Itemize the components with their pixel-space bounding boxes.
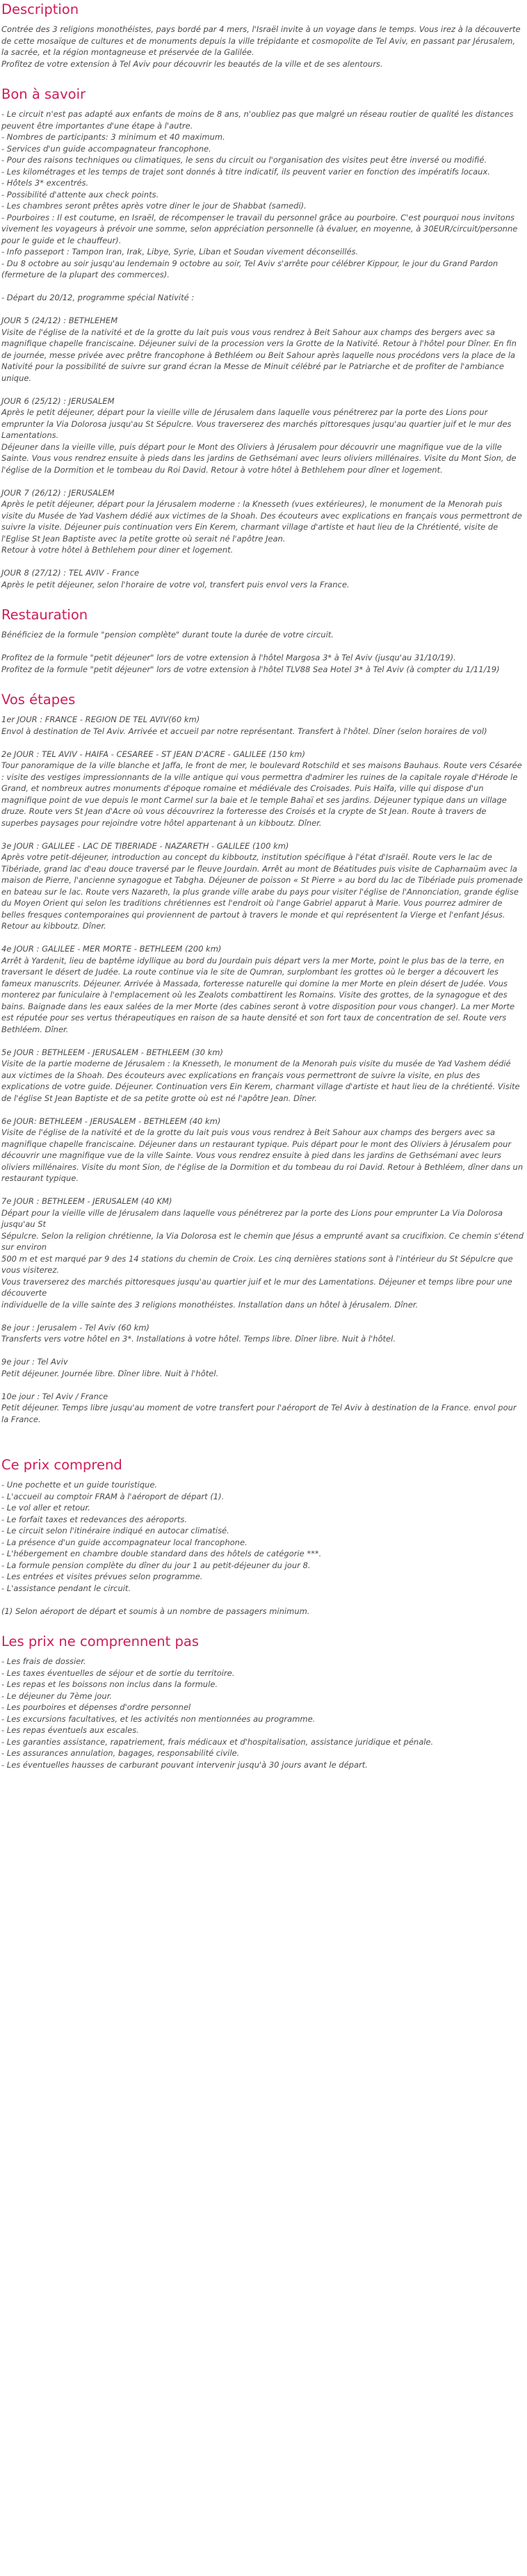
price-includes-section bbox=[1, 1457, 524, 1617]
price-includes-heading: Ce prix comprend bbox=[1, 1457, 122, 1473]
price-excludes-text: - Les frais de dossier. - Les taxes éventuelles de séjour et de sortie du territoire. - Les repas et les boissons non inclus dans la formule. - Le déjeuner du 7ème jour. - Les pourboires et dépenses d'ordre personnel - Les excursions facultatives, et les activités non mentionnées au programme. - Les repas éventuels aux escales. - Les garanties assistance, rapatriement, frais médicaux et d'hospitalisation, assistance juridique et pénale. - Les assurances annulation, bagages, responsabilité civile. - Les éventuelles hausses de carburant pouvant intervenir jusqu'à 30 jours avant le départ. bbox=[1, 1656, 434, 1770]
good-to-know-section bbox=[1, 86, 524, 590]
good-to-know-heading: Bon à savoir bbox=[1, 86, 86, 102]
itinerary-text: 1er JOUR : FRANCE - REGION DE TEL AVIV(60 km) Envol à destination de Tel Aviv. Arrivée et accueil par notre représentant. Transfert à l'hôtel. Dîner (selon horaires de vol) 2e JOUR : TEL AVIV - HAIFA - CESAREE - ST JEAN D'ACRE - GALILEE (150 km) Tour panoramique de la ville blanche et Jaffa, le front de mer, le boulevard Rotschild et ses maisons Bauhaus. Route vers Césarée : visite des vestiges impressionnants de la ville antique qui vous permettra d'admirer les ruines de la capitale royale d'Hérode le Grand, et nombreux autres monuments d'époque romaine et médiévale des Croisades. Puis Haïfa, ville qui dispose d'un magnifique point de vue depuis le mont Carmel sur la baie et le temple Bahaï et ses jardins. Déjeuner typique dans un village druze. Route vers St Jean d'Acre où vous découvrirez la forteresse des Croisés et la crypte de St Jean. Route à travers de superbes paysages pour rejoindre votre hôtel appartenant à un kibboutz. Dîner. 3e JOUR : GALILEE - LAC DE TIBERIADE - NAZARETH - GALILEE (100 km) Après votre petit-déjeuner, introduction au concept du kibboutz, institution spécifique à l'état d'Israël. Route vers le lac de Tibériade, grand lac d'eau douce traversé par le fleuve Jourdain. Arrêt au mont de Béatitudes puis visite de Capharnaüm avec la maison de Pierre, l'ancienne synagogue et Tabgha. Déjeuner de poisson « St Pierre » au bord du lac de Tibériade puis promenade en bateau sur le lac. Route vers Nazareth, la plus grande ville arabe du pays pour visiter l'église de l'Annonciation, grande église du Moyen Orient qui selon les traditions chrétiennes est l'endroit où l'ange Gabriel apparut à Marie. Vous pourrez admirer de belles fresques contemporaines qui proviennent de partout à travers le monde et qui représentent la Vierge et l'enfant Jésus. Retour au kibboutz. Dîner. 4e JOUR : GALILEE - MER MORTE - BETHLEEM (200 km) Arrêt à Yardenit, lieu de baptême idyllique au bord du Jourdain puis départ vers la mer Morte, point le plus bas de la terre, en traversant le désert de Judée. La route continue via le site de Qumran, surplombant les grottes où le berger a découvert les fameux manuscrits. Déjeuner. Arrivée à Massada, forteresse naturelle qui domine la mer Morte en plein désert de Judée. Vous monterez par funiculaire à l'emplacement où les Zealots combattirent les Romains. Visite des grottes, de la synagogue et des bains. Baignade dans les eaux salées de la mer Morte (des cabines seront à votre disposition pour vous changer). La mer Morte est réputée pour ses vertus thérapeutiques en raison de sa haute densité et son fort taux de concentration de sel. Route vers Bethléem. Dîner. 5e JOUR : BETHLEEM - JERUSALEM - BETHLEEM (30 km) Visite de la partie moderne de Jérusalem : la Knesseth, le monument de la Menorah puis visite du musée de Yad Vashem dédié aux victimes de la Shoah. Des écouteurs avec explications en français vous permettront de suivre la visite, en plus des explications de votre guide. Déjeuner. Continuation vers Ein Kerem, charmant village d'artiste et haut lieu de la chrétienté. Visite de l'église St Jean Baptiste et de sa petite grotte où est né l'apôtre Jean. Dîner. 6e JOUR: BETHLEEM - JERUSALEM - BETHLEEM (40 km) Visite de l'église de la nativité et de la grotte du lait puis vous vous rendrez à Beit Sahour aux champs des bergers avec sa magnifique chapelle franciscaine. Déjeuner dans un restaurant typique. Puis départ pour le mont des Oliviers à Jérusalem pour découvrir une magnifique vue de la ville Sainte. Vous vous rendrez ensuite à pied dans les jardins de Gethsémani avec leurs oliviers millénaires. Visite du mont Sion, de l'église de la Dormition et du tombeau du roi David. Retour à Bethléem, dîner dans un restaurant typique. 7e JOUR : BETHLEEM - JERUSALEM (40 KM) Départ pour la vieille ville de Jérusalem dans laquelle vous pénétrerez par la porte des Lions pour emprunter La Via Dolorosa jusqu'au St Sépulcre. Selon la religion chrétienne, la Via Dolorosa est le chemin que Jésus a emprunté avant sa crucifixion. Ce chemin s'étend sur environ 500 m et est marqué par 9 des 14 stations du chemin de Croix. Les cinq dernières stations sont à l'intérieur du St Sépulcre que vous visiterez. Vous traverserez des marchés pittoresques jusqu'au quartier juif et le mur des Lamentations. Déjeuner et temps libre pour une découverte individuelle de la ville sainte des 3 religions monothéistes. Installation dans un hôtel à Jérusalem. Dîner. 8e jour : Jerusalem - Tel Aviv (60 km) Transferts vers votre hôtel en 3*. Installations à votre hôtel. Temps libre. Dîner libre. Nuit à l'hôtel. 9e jour : Tel Aviv Petit déjeuner. Journée libre. Dîner libre. Nuit à l'hôtel. 10e jour : Tel Aviv / France Petit déjeuner. Temps libre jusqu'au moment de votre transfert pour l'aéroport de Tel Aviv à destination de la France. envol pour la France. bbox=[1, 715, 524, 1424]
price-excludes-heading: Les prix ne comprennent pas bbox=[1, 1633, 199, 1649]
good-to-know-text: - Le circuit n'est pas adapté aux enfants de moins de 8 ans, n'oubliez pas que malgré un réseau routier de qualité les distances peuvent être importantes d'une étape à l'autre. - Nombres de participants: 3 minimum et 40 maximum. - Services d'un guide accompagnateur francophone. - Pour des raisons techniques ou climatiques, le sens du circuit ou l'organisation des visites peut être inversé ou modifié. - Les kilométrages et les temps de trajet sont donnés à titre indicatif, ils peuvent varier en fonction des impératifs locaux. - Hôtels 3* excentrés. - Possibilité d'attente aux check points. - Les chambres seront prêtes après votre diner le jour de Shabbat (samedi). - Pourboires : Il est coutume, en Israël, de récompenser le travail du personnel grâce au pourboire. C'est pourquoi nous invitons vivement les voyageurs à prévoir une somme, selon appréciation personnelle (à évaluer, en moyenne, à 30EUR/circuit/personne pour le guide et le chauffeur). - Info passeport : Tampon Iran, Irak, Libye, Syrie, Liban et Soudan vivement déconseillés. - Du 8 octobre au soir jusqu'au lendemain 9 octobre au soir, Tel Aviv s'arrête pour célébrer Kippour, le jour du Grand Pardon (fermeture de la plupart des commerces). - Départ du 20/12, programme spécial Nativité : JOUR 5 (24/12) : BETHLEHEM Visite de l'église de la nativité et de la grotte du lait puis vous vous rendrez à Beit Sahour aux champs des bergers avec sa magnifique chapelle franciscaine. Déjeuner suivi de la procession vers la Grotte de la Nativité. Retour à l'hôtel pour Dîner. En fin de journée, messe privée avec prêtre francophone à Bethléem ou Beit Sahour après laquelle nous procédons vers la place de la Nativité pour la possibilité de suivre sur grand écran la Messe de Minuit célébré par le Patriarche et de profiter de l'ambiance unique. JOUR 6 (25/12) : JERUSALEM Après le petit déjeuner, départ pour la vieille ville de Jérusalem dans laquelle vous pénétrerez par la porte des Lions pour emprunter la Via Dolorosa jusqu'au St Sépulcre. Vous traverserez des marchés pittoresques jusqu'au quartier juif et le mur des Lamentations. Déjeuner dans la vieille ville, puis départ pour le Mont des Oliviers à Jérusalem pour découvrir une magnifique vue de la ville Sainte. Vous vous rendrez ensuite à pieds dans les jardins de Gethsémani avec leurs oliviers millénaires. Visite du Mont Sion, de l'église de la Dormition et le tombeau du Roi David. Retour à votre hôtel à Bethlehem pour dîner et logement. JOUR 7 (26/12) : JERUSALEM Après le petit déjeuner, départ pour la Jérusalem moderne : la Knesseth (vues extérieures), le monument de la Menorah puis visite du Musée de Yad Vashem dédié aux victimes de la Shoah. Des écouteurs avec explications en français vous permettront de suivre la visite. Déjeuner puis continuation vers Ein Kerem, charmant village d'artiste et haut lieu de la Chrétienté, visite de l'Eglise St Jean Baptiste avec la petite grotte où serait né l'apôtre Jean. Retour à votre hôtel à Bethlehem pour diner et logement. JOUR 8 (27/12) : TEL AVIV - France Après le petit déjeuner, selon l'horaire de votre vol, transfert puis envol vers la France. bbox=[1, 109, 522, 589]
description-text: Contrée des 3 religions monothéistes, pays bordé par 4 mers, l'Israël invite à un voyage dans le temps. Vous irez à la découverte de cette mosaïque de cultures et de monuments depuis la ville trépidante et cosmopolite de Tel Aviv, en passant par Jérusalem, la sacrée, et la région montagneuse et préservée de la Galilée. Profitez de votre extension à Tel Aviv pour découvrir les beautés de la ville et de ses alentours. bbox=[1, 24, 521, 69]
price-includes-text: - Une pochette et un guide touristique. - L'accueil au comptoir FRAM à l'aéroport de départ (1). - Le vol aller et retour. - Le forfait taxes et redevances des aéroports. - Le circuit selon l'itinéraire indiqué en autocar climatisé. - La présence d'un guide accompagnateur local francophone. - L'hébergement en chambre double standard dans des hôtels de catégorie ***. - La formule pension complète du dîner du jour 1 au petit-déjeuner du jour 8. - Les entrées et visites prévues selon programme. - L'assistance pendant le circuit. (1) Selon aéroport de départ et soumis à un nombre de passagers minimum. bbox=[1, 1480, 322, 1616]
catering-section bbox=[1, 607, 524, 675]
catering-text: Bénéficiez de la formule "pension complète" durant toute la durée de votre circuit. Profitez de la formule "petit déjeuner" lors de votre extension à l'hôtel Margosa 3* à Tel Aviv (jusqu'au 31/10/19). Profitez de la formule "petit déjeuner" lors de votre extension à l'hôtel TLV88 Sea Hotel 3* à Tel Aviv (à compter du 1/11/19) bbox=[1, 630, 500, 674]
price-excludes-section bbox=[1, 1633, 524, 1770]
catering-heading: Restauration bbox=[1, 607, 88, 623]
itinerary-section bbox=[1, 692, 524, 1425]
description-section bbox=[1, 1, 524, 70]
itinerary-heading: Vos étapes bbox=[1, 692, 76, 708]
description-heading: Description bbox=[1, 1, 79, 17]
